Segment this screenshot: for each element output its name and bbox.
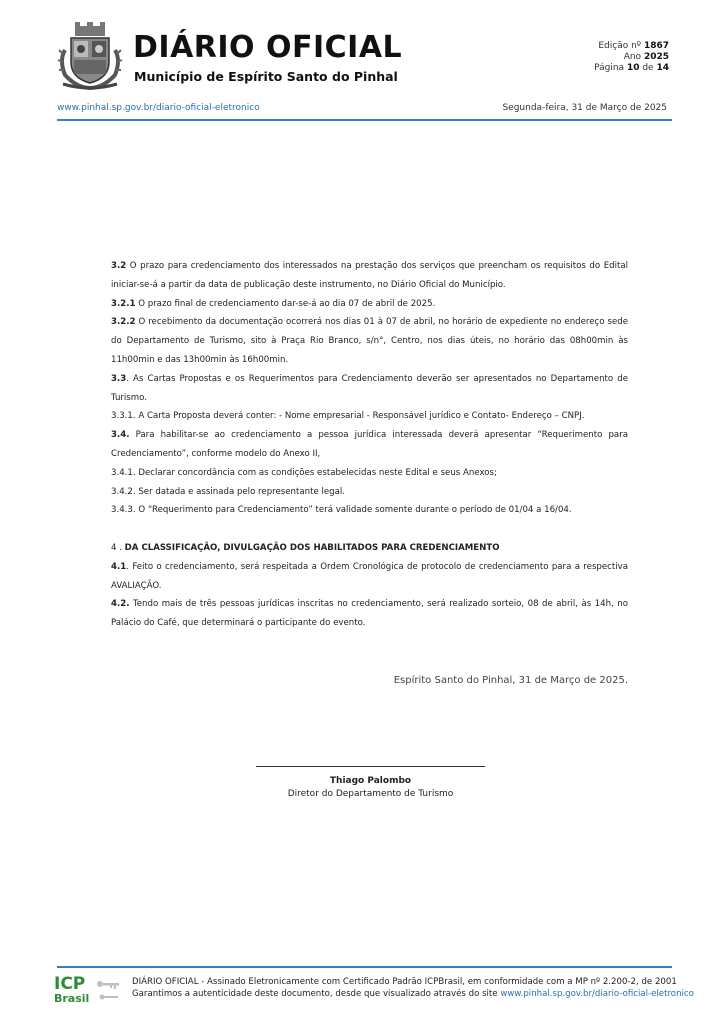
footer-site-link[interactable]: www.pinhal.sp.gov.br/diario-oficial-eletronico xyxy=(500,989,694,999)
paragraph-3-2 xyxy=(111,257,628,295)
page-total: 14 xyxy=(656,63,669,73)
signer-role: Diretor do Departamento de Turismo xyxy=(287,789,454,799)
clause-number: 4.2. xyxy=(111,599,130,610)
document-body xyxy=(111,257,628,633)
paragraph-3-4-1: 3.4.1. Declarar concordância com as condições estabelecidas neste Edital e seus Anexos; xyxy=(111,467,497,478)
signer-name: Thiago Palombo xyxy=(329,776,412,786)
year-value: 2025 xyxy=(643,52,669,62)
edition-label: Edição nº xyxy=(598,41,642,51)
paragraph-4-1 xyxy=(111,558,628,596)
icp-brasil-logo-icon xyxy=(54,972,126,1004)
clause-number: 4.1 xyxy=(111,561,127,572)
place-and-date: Espírito Santo do Pinhal, 31 de Março de 2025. xyxy=(393,675,628,686)
edition-number: 1867 xyxy=(643,41,669,51)
page-number: 10 xyxy=(626,63,640,73)
paragraph-4-2 xyxy=(111,595,628,633)
paragraph-3-4-2: 3.4.2. Ser datada e assinada pelo representante legal. xyxy=(111,486,345,497)
page-title: DIÁRIO OFICIAL xyxy=(133,30,403,65)
svg-text:Brasil: Brasil xyxy=(54,992,90,1004)
clause-text: . Feito o credenciamento, será respeitada a Ordem Cronológica de protocolo de credenciamento para a respectiva AVALIAÇÃO. xyxy=(111,561,628,591)
svg-text:ICP: ICP xyxy=(54,974,86,994)
clause-number: 3.3 xyxy=(111,373,127,384)
municipality-subtitle: Município de Espírito Santo do Pinhal xyxy=(134,69,398,84)
clause-number: 3.2.1 xyxy=(111,298,136,309)
clause-text: Para habilitar-se ao credenciamento a pessoa jurídica interessada deverá apresentar “Requerimento para Credenciamento”, conforme modelo do Anexo II, xyxy=(111,430,628,459)
edition-info xyxy=(594,41,669,74)
page-of: de xyxy=(642,63,654,73)
clause-text: . As Cartas Propostas e os Requerimentos para Credenciamento deverão ser apresentados no Departamento de Turismo. xyxy=(111,373,628,403)
section-title: DA CLASSIFICAÇÃO, DIVULGAÇÃO DOS HABILITADOS PARA CREDENCIAMENTO xyxy=(124,542,500,553)
clause-text: O prazo para credenciamento dos interessados na prestação dos serviços que preencham os requisitos do Edital iniciar-se-á a partir da data de publicação deste instrumento, no Diário Oficial do Município. xyxy=(111,261,628,290)
clause-text: Tendo mais de três pessoas jurídicas inscritas no credenciamento, será realizado sorteio, 08 de abril, às 14h, no Palácio do Café, que determinará o participante do evento. xyxy=(111,599,628,629)
footer-divider xyxy=(57,966,672,968)
municipal-crest-icon xyxy=(57,20,123,90)
footer-authenticity-text xyxy=(132,989,694,999)
paragraph-3-3-1: 3.3.1. A Carta Proposta deverá conter: - Nome empresarial - Responsável jurídico e Contato- Endereço – CNPJ. xyxy=(111,411,585,422)
section-number: 4 . xyxy=(111,542,125,553)
clause-number: 3.4. xyxy=(111,430,130,441)
clause-number: 3.2.2 xyxy=(111,317,136,328)
clause-number: 3.2 xyxy=(111,261,127,271)
paragraph-3-2-1 xyxy=(111,295,628,314)
footer-authenticity-prefix: Garantimos a autenticidade deste documento, desde que visualizado através do site xyxy=(132,989,501,999)
paragraph-3-4 xyxy=(111,426,628,464)
paragraph-3-2-2 xyxy=(111,313,628,369)
page-label: Página xyxy=(594,63,625,73)
publication-date: Segunda-feira, 31 de Março de 2025 xyxy=(502,103,667,113)
clause-text: O prazo final de credenciamento dar-se-á ao dia 07 de abril de 2025. xyxy=(135,298,436,309)
header-site-link[interactable]: www.pinhal.sp.gov.br/diario-oficial-eletronico xyxy=(57,103,260,113)
footer-certification-text: DIÁRIO OFICIAL - Assinado Eletronicamente com Certificado Padrão ICPBrasil, em conformidade com a MP nº 2.200-2, de 2001 xyxy=(132,977,677,987)
year-label: Ano xyxy=(623,52,642,62)
header-divider xyxy=(57,119,672,121)
clause-text: O recebimento da documentação ocorrerá nos dias 01 à 07 de abril, no horário de expediente no endereço sede do Departamento de Turismo, sito à Praça Rio Branco, s/n°, Centro, nos dias úteis, no horário das 08h00min às 11h00min e das 13h00min às 16h00min. xyxy=(111,317,628,365)
section-4-heading xyxy=(111,539,628,558)
paragraph-3-3 xyxy=(111,370,628,408)
signature-line xyxy=(256,766,485,767)
paragraph-3-4-3: 3.4.3. O “Requerimento para Credenciamento” terá validade somente durante o período de 01/04 a 16/04. xyxy=(111,505,572,516)
